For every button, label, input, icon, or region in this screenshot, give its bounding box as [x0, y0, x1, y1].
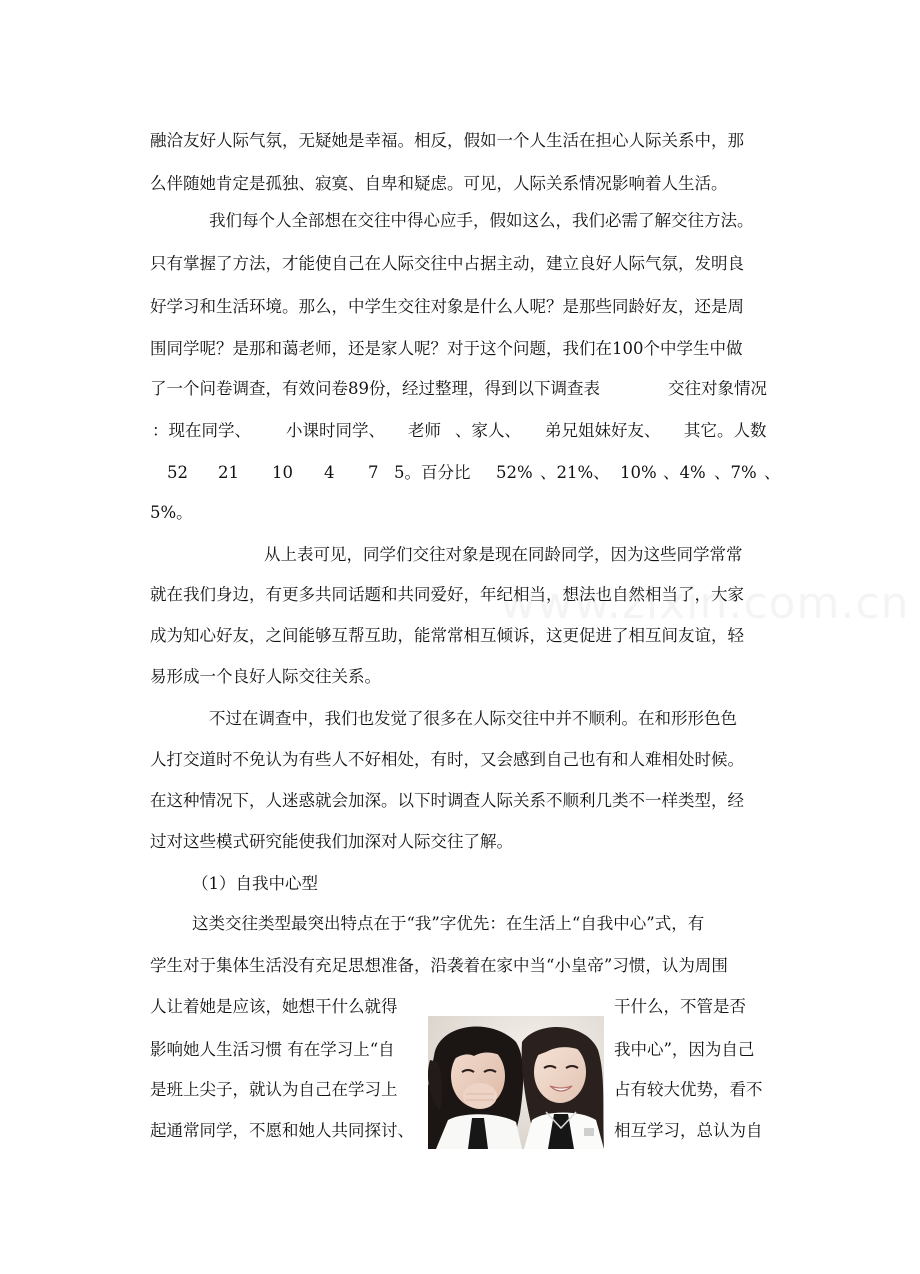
table-text: 、 — [764, 463, 781, 482]
table-text: 小课时同学、 — [286, 421, 385, 440]
text-line: 只有掌握了方法，才能使自己在人际交往中占据主动，建立良好人际气氛，发明良 — [150, 254, 744, 273]
table-number: 7 — [368, 463, 379, 482]
text-line: 这类交往类型最突出特点在于“我”字优先：在生活上“自我中心”式，有 — [192, 914, 705, 933]
table-number: 、21%、 — [540, 463, 610, 482]
text-line: 干什么，不管是否 — [614, 997, 746, 1016]
table-number: 52% — [496, 463, 533, 482]
table-text: 弟兄姐妹好友、 — [545, 421, 661, 440]
text-line: 在这种情况下，人迷惑就会加深。以下时调查人际关系不顺利几类不一样类型，经 — [150, 791, 744, 810]
table-number: 、4% — [663, 463, 706, 482]
text-line: 交往对象情况 — [668, 379, 767, 398]
text-line: 成为知心好友，之间能够互帮互助，能常常相互倾诉，这更促进了相互间友谊，轻 — [150, 626, 744, 645]
text-line: 影响她人生活习惯 有在学习上“自 — [150, 1040, 395, 1059]
text-line: 人让着她是应该，她想干什么就得 — [150, 997, 398, 1016]
text-line: 好学习和生活环境。那么，中学生交往对象是什么人呢？是那些同龄好友，还是周 — [150, 297, 744, 316]
text-line: 相互学习，总认为自 — [614, 1121, 763, 1140]
text-line: 过对这些模式研究能使我们加深对人际交往了解。 — [150, 832, 513, 851]
text-line: 我们每个人全部想在交往中得心应手，假如这么，我们必需了解交往方法。 — [209, 211, 754, 230]
table-text: ：现在同学、 — [152, 421, 251, 440]
text-line: 么伴随她肯定是孤独、寂寞、自卑和疑虑。可见，人际关系情况影响着人生活。 — [150, 174, 728, 193]
text-line: 融洽友好人际气氛，无疑她是幸福。相反，假如一个人生活在担心人际关系中，那 — [150, 131, 744, 150]
table-text: 其它。人数 — [684, 421, 767, 440]
text-line: 起通常同学，不愿和她人共同探讨、 — [150, 1121, 414, 1140]
table-number: 、7% — [714, 463, 757, 482]
table-number: 52 — [167, 463, 188, 482]
students-photo — [428, 1016, 604, 1149]
table-number: 21 — [218, 463, 239, 482]
students-photo-image — [428, 1016, 604, 1149]
table-number: 5%。 — [150, 503, 193, 522]
table-number: 4 — [324, 463, 335, 482]
text-line: 从上表可见，同学们交往对象是现在同龄同学，因为这些同学常常 — [264, 545, 743, 564]
text-line: 围同学呢？是那和蔼老师，还是家人呢？对于这个问题，我们在100个中学生中做 — [150, 339, 743, 358]
text-line: 人打交道时不免认为有些人不好相处，有时，又会感到自己也有和人难相处时候。 — [150, 750, 744, 769]
table-number: 10% — [620, 463, 657, 482]
text-line: 是班上尖子，就认为自己在学习上 — [150, 1080, 398, 1099]
text-line: 就在我们身边，有更多共同话题和共同爱好，年纪相当，想法也自然相当了，大家 — [150, 585, 744, 604]
text-line: 了一个问卷调查，有效问卷89份，经过整理，得到以下调查表 — [150, 379, 600, 398]
text-line: 易形成一个良好人际交往关系。 — [150, 667, 381, 686]
table-text: 、家人、 — [455, 421, 521, 440]
text-line: 不过在调查中，我们也发觉了很多在人际交往中并不顺利。在和形形色色 — [209, 709, 737, 728]
table-text: 5。百分比 — [394, 463, 471, 482]
table-text: 老师 — [408, 421, 441, 440]
section-heading: （1）自我中心型 — [192, 874, 318, 893]
table-number: 10 — [272, 463, 293, 482]
text-line: 我中心”，因为自己 — [614, 1040, 755, 1059]
text-line: 学生对于集体生活没有充足思想准备，沿袭着在家中当“小皇帝”习惯，认为周围 — [150, 956, 728, 975]
text-line: 占有较大优势，看不 — [614, 1080, 763, 1099]
